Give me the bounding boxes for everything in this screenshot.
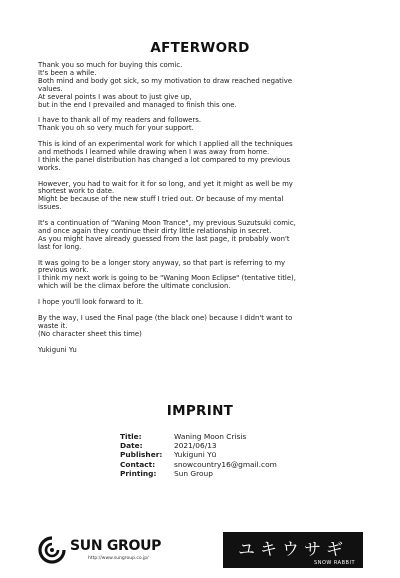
imprint-value: Sun Group bbox=[174, 468, 213, 478]
text-line: Thank you so much for buying this comic. bbox=[38, 61, 183, 69]
paragraph bbox=[38, 260, 374, 292]
imprint-label: Publisher: bbox=[120, 450, 163, 460]
text-line: It was going to be a longer story anyway, so that part is referring to my bbox=[38, 258, 286, 267]
text-line: works. bbox=[38, 163, 61, 172]
snow-rabbit-logo bbox=[223, 532, 363, 568]
text-line: (No character sheet this time) bbox=[38, 329, 142, 338]
text-line: At several points I was about to just give up, bbox=[38, 92, 192, 101]
imprint-value: Waning Moon Crisis bbox=[174, 432, 247, 441]
imprint-value: 2021/06/13 bbox=[174, 441, 217, 451]
imprint-value: snowcountry16@gmail.com bbox=[174, 459, 277, 469]
text-line: Might be because of the new stuff I tried out. Or because of my mental bbox=[38, 195, 284, 204]
text-line: As you might have already guessed from the last page, it probably won't bbox=[38, 234, 290, 243]
text-line: but in the end I prevailed and managed to finish this one. bbox=[38, 100, 237, 109]
text-line: It's a continuation of "Waning Moon Trance", my previous Suzutsuki comic, bbox=[38, 219, 296, 228]
text-line: issues. bbox=[38, 203, 62, 212]
sun-group-logo bbox=[36, 535, 186, 567]
sun-group-emblem-icon bbox=[36, 535, 68, 565]
paragraph bbox=[38, 220, 374, 252]
text-line: Both mind and body got sick, so my motivation to draw reached negative bbox=[38, 76, 293, 85]
imprint-table bbox=[120, 432, 320, 478]
text-line: which will be the climax before the ultimate conclusion. bbox=[38, 282, 231, 291]
paragraph bbox=[38, 62, 374, 109]
imprint-value: Yukiguni Yū bbox=[174, 450, 217, 460]
text-line: I hope you'll look forward to it. bbox=[38, 298, 144, 307]
imprint-label: Date: bbox=[120, 441, 143, 451]
signature: Yukiguni Yu bbox=[38, 345, 77, 354]
text-line: By the way, I used the Final page (the black one) because I didn't want to bbox=[38, 313, 293, 322]
imprint-label: Contact: bbox=[120, 459, 156, 469]
snow-rabbit-kana: ユキウサギ bbox=[238, 540, 348, 560]
afterword-title: AFTERWORD bbox=[150, 40, 250, 56]
text-line: I have to thank all of my readers and followers. bbox=[38, 116, 202, 125]
text-line: Thank you oh so very much for your support. bbox=[38, 124, 194, 133]
text-line: values. bbox=[38, 84, 63, 93]
text-line: I think my next work is going to be "Waning Moon Eclipse" (tentative title), bbox=[38, 274, 296, 283]
text-line: This is kind of an experimental work for which I applied all the techniques bbox=[38, 140, 293, 149]
imprint-row-date bbox=[120, 441, 320, 450]
imprint-row-publisher bbox=[120, 450, 320, 459]
text-line: and methods I learned while drawing when I was away from home. bbox=[38, 147, 270, 156]
afterword-body bbox=[38, 62, 374, 362]
text-line: I think the panel distribution has changed a lot compared to my previous bbox=[38, 155, 291, 164]
paragraph bbox=[38, 141, 374, 173]
text-line: previous work. bbox=[38, 266, 89, 275]
imprint-label: Printing: bbox=[120, 468, 157, 478]
sun-group-url: http://www.sungroup.co.jp/ bbox=[88, 556, 149, 561]
imprint-title: IMPRINT bbox=[166, 403, 234, 419]
imprint-row-printing bbox=[120, 469, 320, 478]
text-line: shortest work to date. bbox=[38, 187, 115, 196]
sun-group-wordmark: SUN GROUP bbox=[70, 538, 162, 554]
text-line: and once again they continue their dirty little relationship in secret. bbox=[38, 226, 272, 235]
snow-rabbit-english: SNOW RABBIT bbox=[314, 560, 355, 566]
paragraph bbox=[38, 315, 374, 339]
imprint-label: Title: bbox=[120, 432, 142, 441]
imprint-row-title bbox=[120, 432, 320, 441]
text-line: waste it. bbox=[38, 321, 68, 330]
paragraph bbox=[38, 299, 374, 307]
paragraph bbox=[38, 181, 374, 213]
imprint-row-contact bbox=[120, 460, 320, 469]
paragraph bbox=[38, 117, 374, 133]
text-line: last for long. bbox=[38, 242, 82, 251]
text-line: It's been a while. bbox=[38, 68, 97, 77]
text-line: However, you had to wait for it for so long, and yet it might as well be my bbox=[38, 179, 293, 188]
